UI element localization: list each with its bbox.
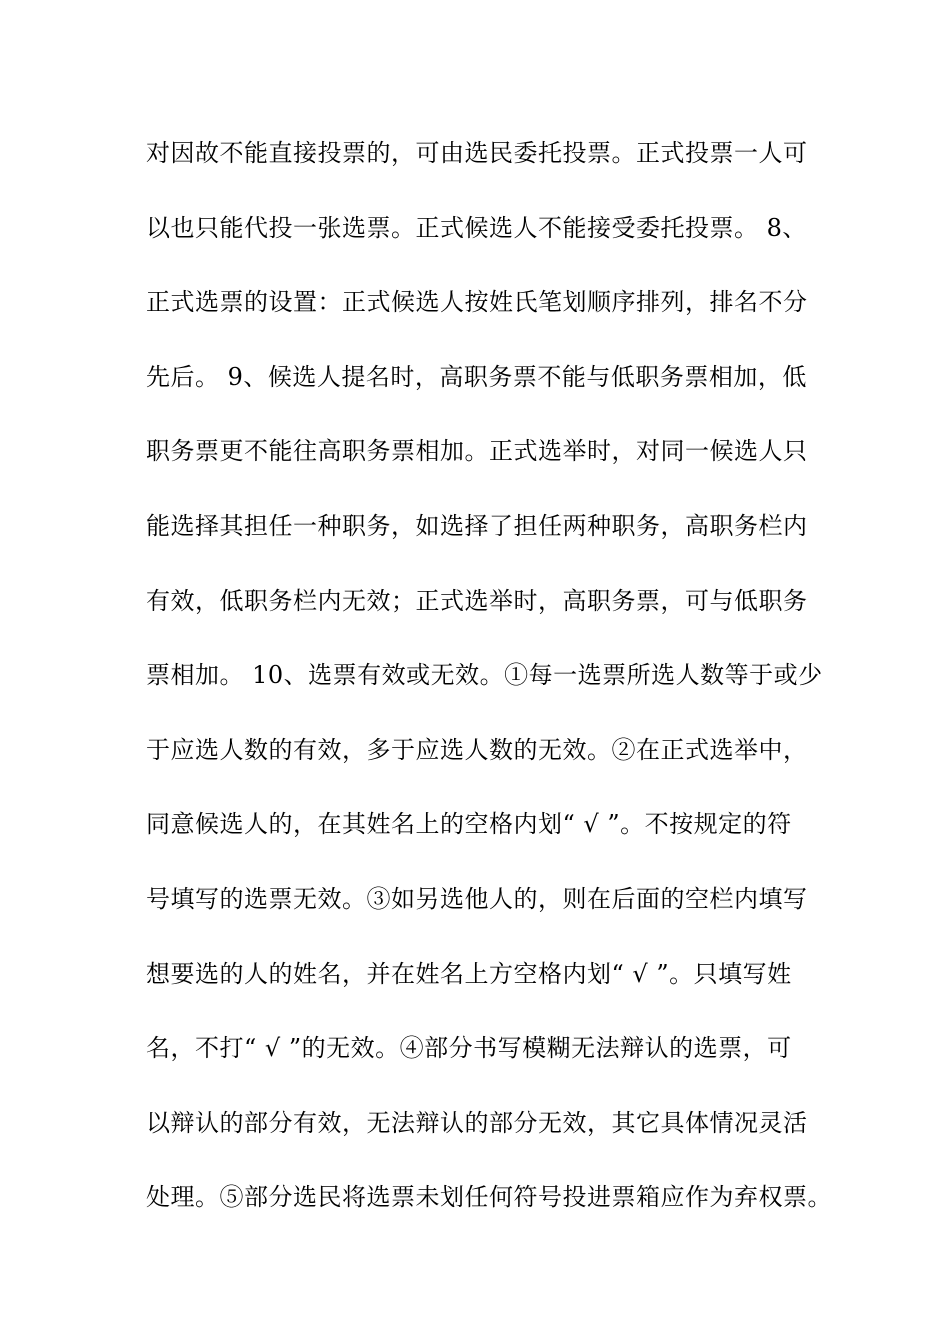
text-line: 于应选人数的有效，多于应选人数的无效。②在正式选举中， xyxy=(146,735,808,764)
text-line: 先后。 9、候选人提名时，高职务票不能与低职务票相加，低 xyxy=(146,362,807,391)
text-line: 处理。⑤部分选民将选票未划任何符号投进票箱应作为弃权票。 xyxy=(146,1183,832,1212)
text-line: 以也只能代投一张选票。正式候选人不能接受委托投票。 8、 xyxy=(146,213,807,242)
text-line: 有效，低职务栏内无效；正式选举时，高职务票，可与低职务 xyxy=(146,586,808,615)
text-line: 票相加。 10、选票有效或无效。①每一选票所选人数等于或少 xyxy=(146,661,823,690)
text-line: 对因故不能直接投票的，可由选民委托投票。正式投票一人可 xyxy=(146,139,808,167)
text-line: 以辩认的部分有效，无法辩认的部分无效，其它具体情况灵活 xyxy=(146,1108,808,1137)
text-line: 职务票更不能往高职务票相加。正式选举时，对同一候选人只 xyxy=(146,437,808,466)
text-line: 号填写的选票无效。③如另选他人的，则在后面的空栏内填写 xyxy=(146,884,808,913)
text-line: 能选择其担任一种职务，如选择了担任两种职务，高职务栏内 xyxy=(146,511,808,540)
text-line: 正式选票的设置：正式候选人按姓氏笔划顺序排列，排名不分 xyxy=(146,288,808,317)
text-line: 想要选的人的姓名，并在姓名上方空格内划“ √ ”。只填写姓 xyxy=(146,959,792,988)
body-text xyxy=(146,128,846,1247)
text-line: 名，不打“ √ ”的无效。④部分书写模糊无法辩认的选票，可 xyxy=(146,1034,792,1063)
text-line: 同意候选人的，在其姓名上的空格内划“ √ ”。不按规定的符 xyxy=(146,810,792,839)
